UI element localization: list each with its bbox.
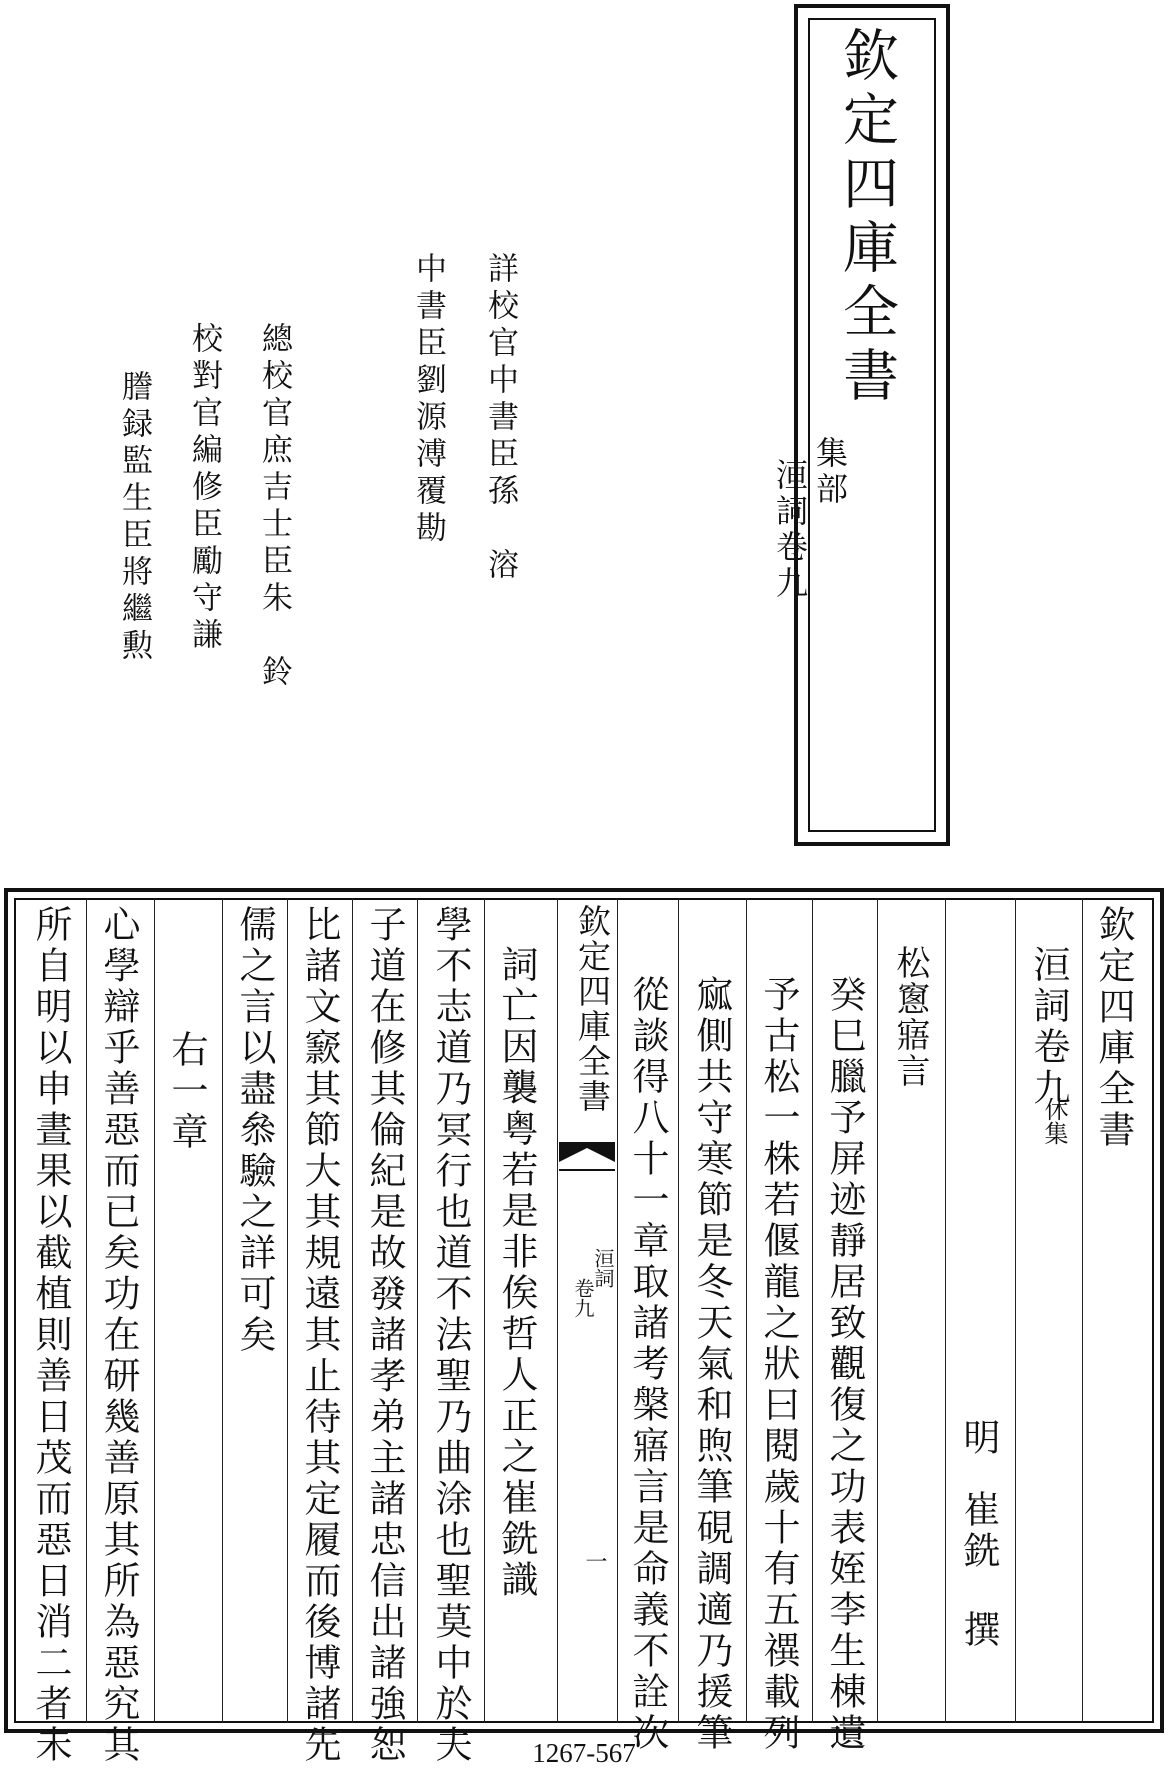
fold-volume-b: 卷九 [571, 1278, 595, 1318]
column-rule [352, 898, 353, 1723]
title-panel [771, 4, 950, 846]
fishtail-ornament-icon [557, 1140, 617, 1180]
text-line: 詞亡因襲粤若是非俟哲人正之崔銑識 [495, 945, 538, 1601]
column-rule [484, 898, 485, 1723]
column-rule [678, 898, 679, 1723]
volume-label: 洹詞卷九 [771, 458, 809, 602]
fold-page-number: 一 [582, 1550, 607, 1572]
column-rule [617, 898, 618, 1723]
header-title: 欽定四庫全書 [1092, 905, 1135, 1151]
chapter-marker: 右一章 [165, 1030, 208, 1153]
text-line: 儒之言以盡叅驗之詳可矣 [233, 905, 276, 1356]
column-rule [877, 898, 878, 1723]
credit-xiangjiao-line1: 詳校官中書臣孫 溶 [482, 252, 518, 585]
collection-title: 欽定四庫全書 [834, 26, 899, 410]
text-line: 癸巳臘予屏迹靜居致觀復之功表姪李生棟遺 [823, 975, 866, 1754]
author-role: 撰 [957, 1610, 1000, 1651]
column-rule [154, 898, 155, 1723]
text-line: 所自明以申晝果以截植則善日茂而惡日消二者未 [29, 905, 72, 1766]
section-title: 松窻寤言 [890, 945, 930, 1089]
column-rule [945, 898, 946, 1723]
author-name: 崔銑 [957, 1490, 1000, 1572]
credit-jiaodui: 校對官編修臣勵守謙 [186, 322, 222, 655]
column-rule [812, 898, 813, 1723]
fold-title: 欽定四庫全書 [573, 904, 612, 1114]
volume-note: 休集 [1040, 1097, 1068, 1145]
text-line: 學不志道乃冥行也道不法聖乃曲涂也聖莫中於夫 [429, 905, 472, 1766]
fold-volume-a: 洹詞 [591, 1248, 615, 1288]
category-label: 集部 [811, 436, 849, 508]
volume-title: 洹詞卷九 [1027, 945, 1070, 1109]
column-rule [222, 898, 223, 1723]
column-rule [86, 898, 87, 1723]
credit-tenglu: 謄録監生臣將繼勲 [116, 370, 152, 666]
column-rule [417, 898, 418, 1723]
credit-xiangjiao-line2: 中書臣劉源溥覆勘 [410, 252, 446, 548]
page-reference: 1267-567 [532, 1738, 636, 1768]
text-line: 予古松一株若偃龍之狀曰閱歲十有五禩載列 [757, 975, 800, 1754]
text-line: 寙側共守寒節是冬天氣和煦筆硯調適乃援筆 [690, 975, 733, 1754]
author-dynasty: 明 [957, 1418, 1000, 1459]
credit-zongjiao: 總校官庶吉士臣朱 鈴 [256, 322, 292, 692]
column-rule [1082, 898, 1083, 1723]
text-line: 心學辯乎善惡而已矣功在研幾善原其所為惡究其 [97, 905, 140, 1766]
text-line: 子道在修其倫紀是故發諸孝弟主諸忠信出諸強恕 [363, 905, 406, 1766]
fold-center [557, 898, 617, 1723]
column-rule [287, 898, 288, 1723]
text-line: 從談得八十一章取諸考槃寤言是命義不詮次 [626, 975, 669, 1754]
text-line: 比諸文窾其節大其規遠其止待其定履而後博諸先 [298, 905, 341, 1766]
column-rule [746, 898, 747, 1723]
column-rule [1015, 898, 1016, 1723]
